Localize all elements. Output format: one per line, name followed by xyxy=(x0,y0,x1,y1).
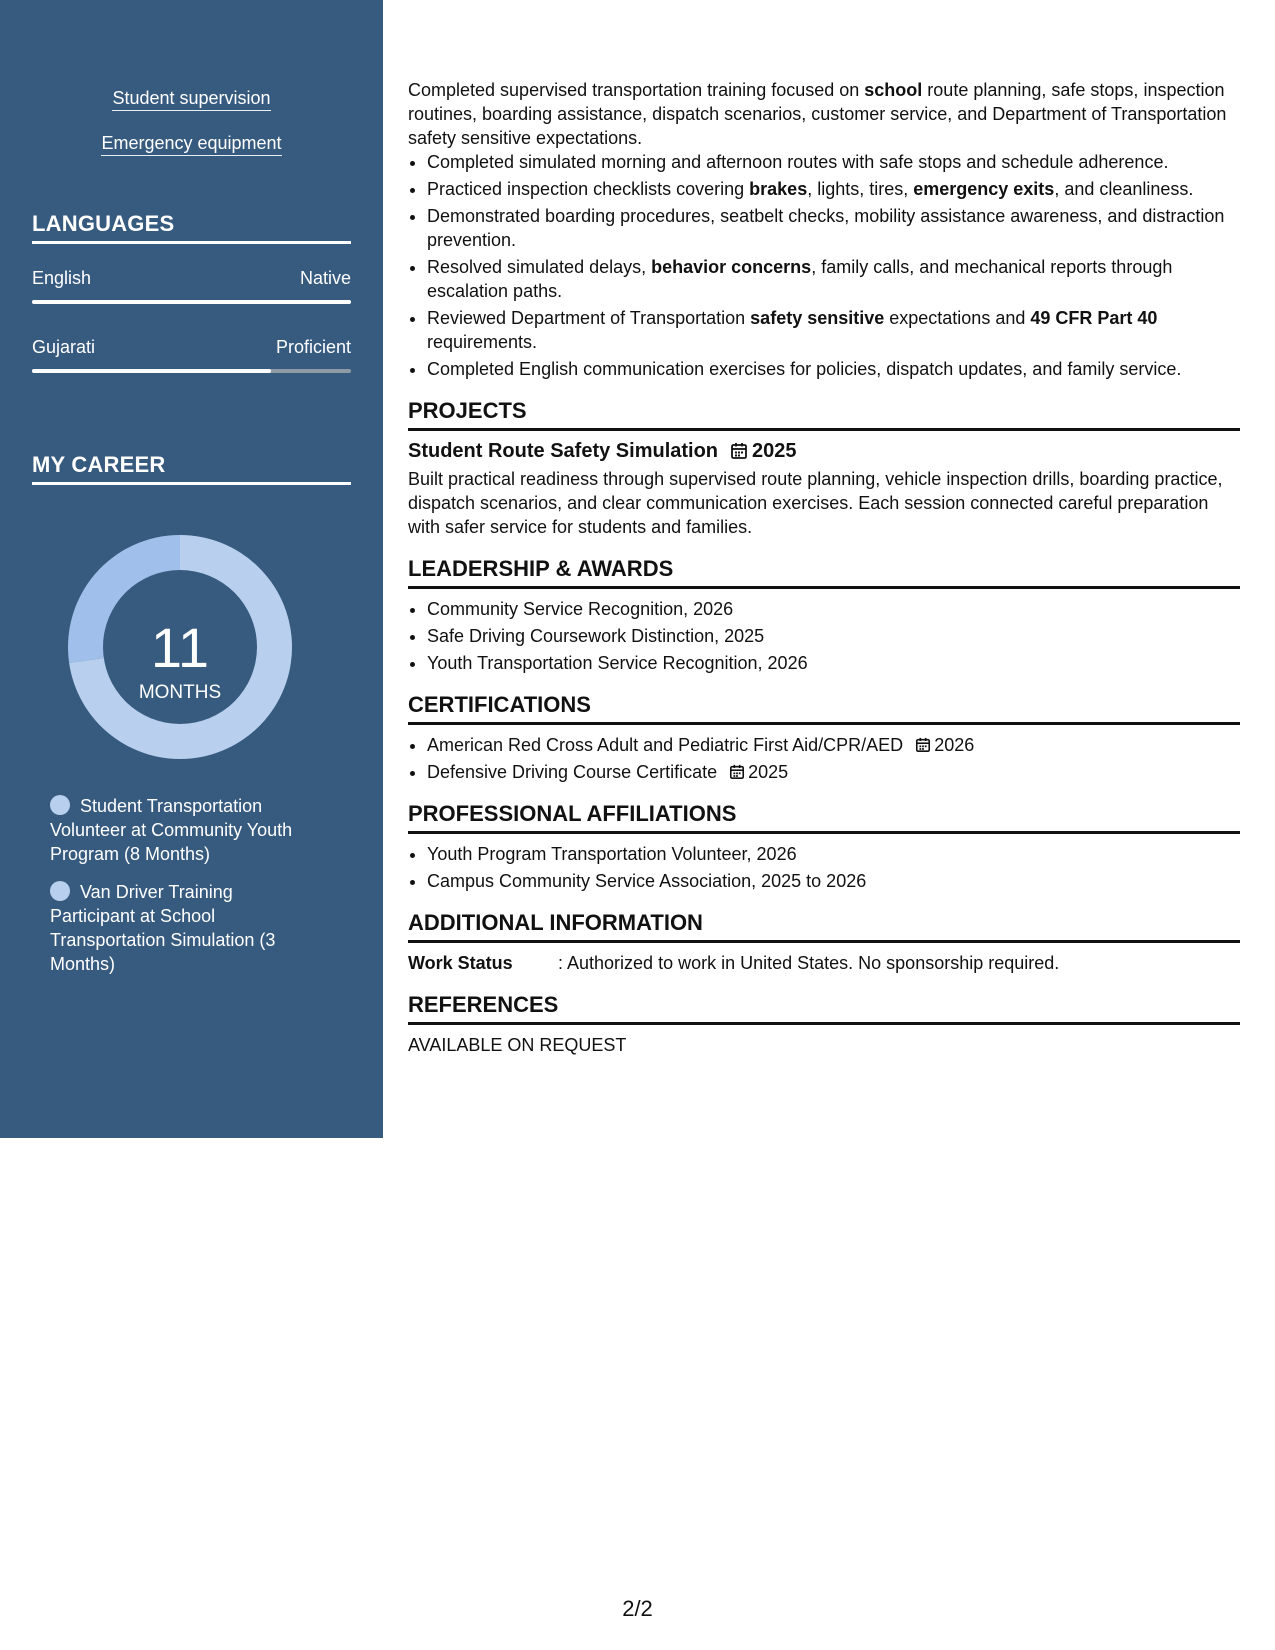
career-heading: MY CAREER xyxy=(32,452,351,485)
experience-bullet: • Demonstrated boarding procedures, seatbelt checks, mobility assistance awareness, and distraction prevention. xyxy=(427,204,1240,252)
career-donut-chart xyxy=(60,527,300,767)
language-row-gujarati xyxy=(32,337,351,358)
skill-link-student-supervision[interactable]: Student supervision xyxy=(0,88,383,109)
project-title: Student Route Safety Simulation 2025 xyxy=(408,440,797,462)
experience-bullet: • Reviewed Department of Transportation safety sensitive expectations and 49 CFR Part 40 requirements. xyxy=(427,306,1240,354)
affiliations-heading: PROFESSIONAL AFFILIATIONS xyxy=(408,800,1240,834)
language-bar-gujarati xyxy=(32,369,351,373)
additional-info-heading: ADDITIONAL INFORMATION xyxy=(408,909,1240,943)
skill-link-emergency-equipment[interactable]: Emergency equipment xyxy=(0,133,383,154)
career-item: Student Transportation Volunteer at Community Youth Program (8 Months) xyxy=(50,796,293,864)
work-status-value: : Authorized to work in United States. No sponsorship required. xyxy=(558,953,1060,973)
experience-bullet: • Resolved simulated delays, behavior concerns, family calls, and mechanical reports through escalation paths. xyxy=(427,255,1240,303)
references-heading: REFERENCES xyxy=(408,991,1240,1025)
projects-heading: PROJECTS xyxy=(408,397,1240,431)
work-status-row xyxy=(408,951,1240,975)
list-item: • Defensive Driving Course Certificate 2025 xyxy=(427,760,1240,784)
affiliations-list xyxy=(408,842,1240,893)
calendar-icon xyxy=(729,764,745,780)
experience-bullet: • Completed simulated morning and afternoon routes with safe stops and schedule adherence. xyxy=(427,150,1240,174)
references-text: AVAILABLE ON REQUEST xyxy=(408,1035,627,1055)
experience-summary: Completed supervised transportation training focused on school route planning, safe stops, inspection routines, boarding assistance, dispatch scenarios, customer service, and Department of Transportation safety sensitive expectations. xyxy=(408,80,1227,148)
work-status-label: Work Status xyxy=(408,953,513,973)
awards-heading: LEADERSHIP & AWARDS xyxy=(408,555,1240,589)
project-description: Built practical readiness through supervised route planning, vehicle inspection drills, boarding practice, dispatch scenarios, and clear communication exercises. Each session connected careful preparation with safer service for students and families. xyxy=(408,469,1223,537)
awards-list xyxy=(408,597,1240,675)
list-item: • American Red Cross Adult and Pediatric First Aid/CPR/AED 2026 xyxy=(427,733,1240,757)
career-total: 11 xyxy=(150,616,210,679)
list-item: • Youth Program Transportation Volunteer, 2026 xyxy=(427,842,1240,866)
language-name: English xyxy=(32,268,92,288)
language-bar-fill xyxy=(32,369,271,373)
language-name: Gujarati xyxy=(32,337,96,357)
list-item: • Safe Driving Coursework Distinction, 2025 xyxy=(427,624,1240,648)
legend-dot-icon xyxy=(50,881,70,901)
languages-heading: LANGUAGES xyxy=(32,211,351,244)
language-bar-english xyxy=(32,300,351,304)
list-item: • Youth Transportation Service Recognition, 2026 xyxy=(427,651,1240,675)
calendar-icon xyxy=(915,737,931,753)
experience-bullet: • Practiced inspection checklists covering brakes, lights, tires, emergency exits, and cleanliness. xyxy=(427,177,1240,201)
main-content xyxy=(408,78,1240,1057)
legend-dot-icon xyxy=(50,795,70,815)
language-bar-fill xyxy=(32,300,351,304)
experience-bullets xyxy=(408,150,1240,381)
page-number: 2/2 xyxy=(622,1596,653,1621)
sidebar xyxy=(0,0,383,1138)
career-unit: MONTHS xyxy=(138,682,222,703)
experience-bullet: • Completed English communication exercises for policies, dispatch updates, and family service. xyxy=(427,357,1240,381)
calendar-icon xyxy=(730,442,748,460)
list-item: • Community Service Recognition, 2026 xyxy=(427,597,1240,621)
list-item: • Campus Community Service Association, 2025 to 2026 xyxy=(427,869,1240,893)
certifications-heading: CERTIFICATIONS xyxy=(408,691,1240,725)
language-row-english xyxy=(32,268,351,289)
language-level: Proficient xyxy=(275,337,351,357)
certifications-list xyxy=(408,733,1240,784)
language-level: Native xyxy=(299,268,351,288)
career-item: Van Driver Training Participant at School Transportation Simulation (3 Months) xyxy=(50,882,276,974)
